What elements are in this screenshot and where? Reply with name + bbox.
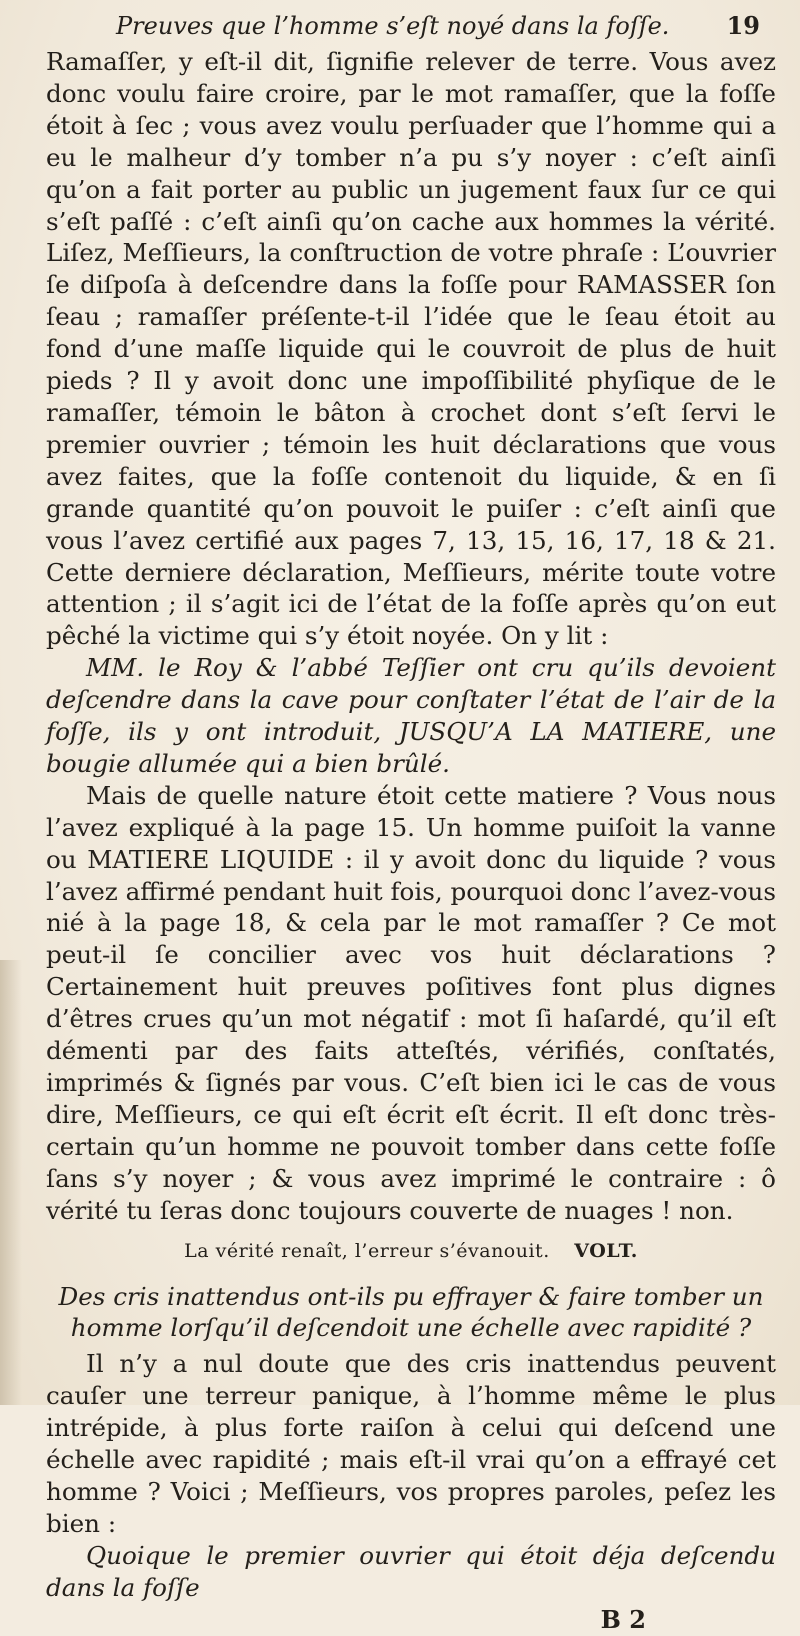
running-head-title: Preuves que l’homme s’eſt noyé dans la foſſe. xyxy=(116,12,670,40)
epigraph xyxy=(46,1235,776,1267)
epigraph-signature: VOLT. xyxy=(574,1239,638,1262)
paragraph-1: Ramaſſer, y eſt-il dit, ſignifie relever de terre. Vous avez donc voulu faire croire, par le mot ramaſſer, que la foſſe étoit à ſec ; vous avez voulu perſuader que l’homme qui a eu le malheur d’y tomber n’a pu s’y noyer : c’eſt ainſi qu’on a fait porter au public un jugement faux ſur ce qui s’eſt paſſé : c’eſt ainſi qu’on cache aux hommes la vérité. Liſez, Meſſieurs, la conſtruction de votre phraſe : L’ouvrier ſe diſpoſa à deſcendre dans la foſſe pour RAMASSER ſon ſeau ; ramaſſer préſente-t-il l’idée que le ſeau étoit au fond d’une maſſe liquide qui le couvroit de plus de huit pieds ? Il y avoit donc une impoſſibilité phyſique de le ramaſſer, témoin le bâton à crochet dont s’eſt ſervi le premier ouvrier ; témoin les huit déclarations que vous avez faites, que la foſſe contenoit du liquide, & en ſi grande quantité qu’on pouvoit le puiſer : c’eſt ainſi que vous l’avez certifié aux pages 7, 13, 15, 16, 17, 18 & 21. Cette derniere déclaration, Meſſieurs, mérite toute votre attention ; il s’agit ici de l’état de la foſſe après qu’on eut pêché la victime qui s’y étoit noyée. On y lit : xyxy=(46,47,776,651)
paragraph-3: Mais de quelle nature étoit cette matiere ? Vous nous l’avez expliqué à la page 15. Un homme puiſoit la vanne ou MATIERE LIQUIDE : il y avoit donc du liquide ? vous l’avez affirmé pendant huit fois, pourquoi donc l’avez-vous nié à la page 18, & cela par le mot ramaſſer ? Ce mot peut-il ſe concilier avec vos huit déclarations ? Certainement huit preuves poſitives font plus dignes d’êtres crues qu’un mot négatif : mot ſi haſardé, qu’il eſt démenti par des faits atteſtés, vérifiés, conſtatés, imprimés & ſignés par vous. C’eſt bien ici le cas de vous dire, Meſſieurs, ce qui eſt écrit eſt écrit. Il eſt donc très-certain qu’un homme ne pouvoit tomber dans cette foſſe ſans s’y noyer ; & vous avez imprimé le contraire : ô vérité tu ſeras donc toujours couverte de nuages ! non. xyxy=(46,780,776,1225)
quote-line: Quoique le premier ouvrier qui étoit déja deſcendu dans la foſſe xyxy=(46,1540,776,1602)
text-block xyxy=(46,6,776,1636)
closing-paragraph: Il n’y a nul doute que des cris inattendus peuvent cauſer une terreur panique, à l’homme même le plus intrépide, à plus forte raiſon à celui qui deſcend une échelle avec rapidité ; mais eſt-il vrai qu’on a effrayé cet homme ? Voici ; Meſſieurs, vos propres paroles, peſez les bien : xyxy=(46,1349,776,1538)
page-gutter-shadow xyxy=(0,960,22,1405)
signature-mark: B 2 xyxy=(600,1604,646,1634)
page-number: 19 xyxy=(726,11,760,40)
paragraph-2-quote: MM. le Roy & l’abbé Teſſier ont cru qu’ils devoient deſcendre dans la cave pour conſtater l’état de l’air de la foſſe, ils y ont introduit, JUSQU’A LA MATIERE, une bougie allumée qui a bien brûlé. xyxy=(46,653,776,778)
running-head xyxy=(46,6,776,46)
epigraph-text: La vérité renaît, l’erreur s’évanouit. xyxy=(184,1239,550,1262)
section-heading: Des cris inattendus ont-ils pu effrayer & faire tomber un homme lorſqu’il deſcendoit une échelle avec rapidité ? xyxy=(58,1281,764,1343)
